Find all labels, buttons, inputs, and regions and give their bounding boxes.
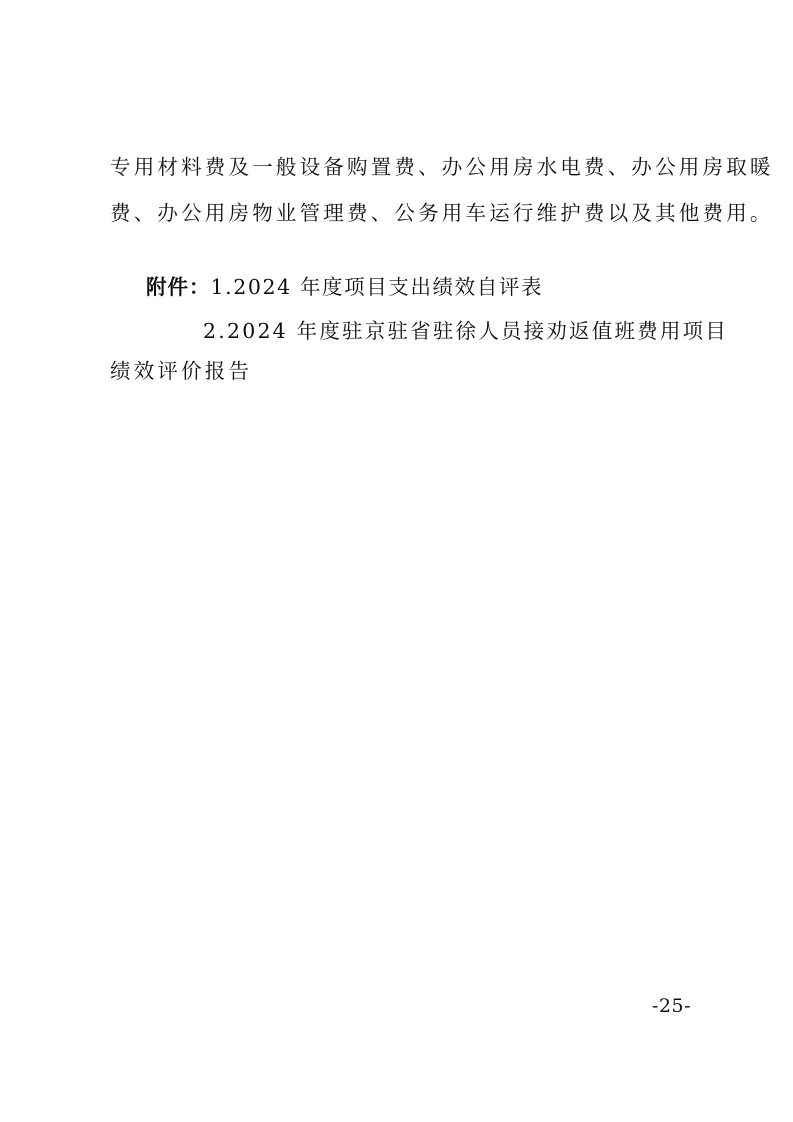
body-paragraph-line-1: 专用材料费及一般设备购置费、办公用房水电费、办公用房取暖	[110, 155, 774, 179]
attachment-item-1: 1.2024 年度项目支出绩效自评表	[210, 275, 544, 299]
attachment-item-2: 2.2024 年度驻京驻省驻徐人员接劝返值班费用项目	[203, 319, 728, 343]
body-paragraph-line-2: 费、办公用房物业管理费、公务用车运行维护费以及其他费用。	[110, 201, 774, 225]
attachment-row-1	[146, 273, 543, 301]
attachment-label: 附件：	[146, 275, 211, 299]
attachment-item-2-continued: 绩效评价报告	[110, 359, 253, 383]
page-number: -25-	[652, 995, 692, 1017]
